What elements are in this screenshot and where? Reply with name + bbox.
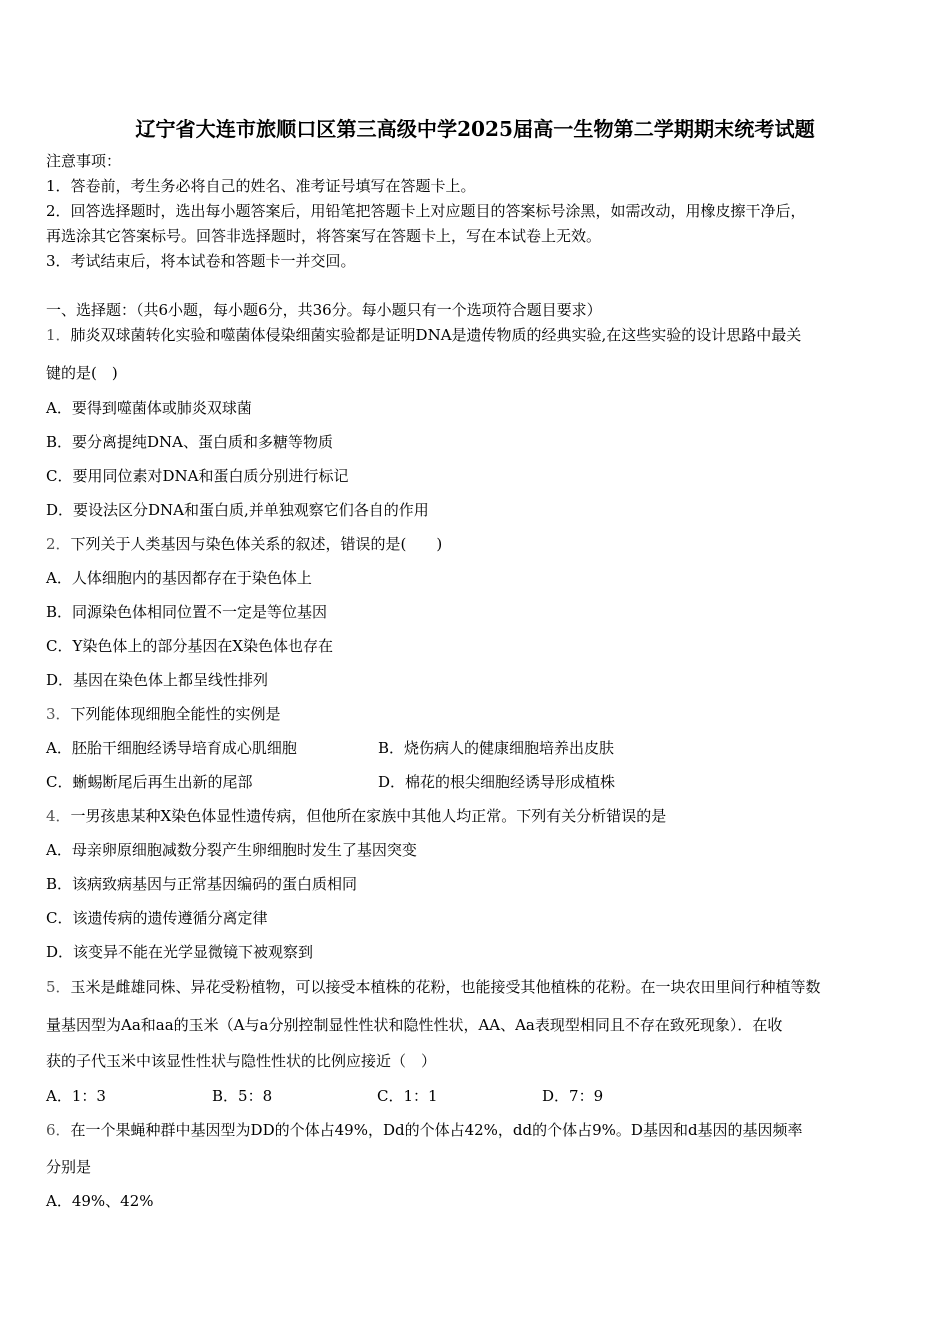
question-6-option-a: A．49%、42% (46, 1192, 154, 1210)
question-3-option-c: C．蜥蜴断尾后再生出新的尾部 (46, 773, 253, 791)
question-5-stem-cont-1: 量基因型为Aa和aa的玉米（A与a分别控制显性性状和隐性性状，AA、Aa表现型相同且不存在致死现象）．在收 (46, 1016, 783, 1034)
question-text: 肺炎双球菌转化实验和噬菌体侵染细菌实验都是证明DNA是遗传物质的经典实验,在这些实验的设计思路中最关 (70, 326, 802, 344)
question-4-stem (46, 806, 666, 826)
question-number: 3． (46, 705, 71, 723)
question-5-options-row (46, 1086, 906, 1106)
notice-item-1: 1．答卷前，考生务必将自己的姓名、准考证号填写在答题卡上。 (46, 177, 476, 195)
question-1-option-d: D．要设法区分DNA和蛋白质,并单独观察它们各自的作用 (46, 501, 429, 519)
question-5-stem (46, 977, 821, 997)
question-number: 1． (46, 326, 71, 344)
question-3-option-b: B．烧伤病人的健康细胞培养出皮肤 (378, 739, 615, 757)
question-number: 4． (46, 807, 71, 825)
question-5-option-d: D．7：9 (542, 1087, 604, 1105)
question-2-option-b: B．同源染色体相同位置不一定是等位基因 (46, 603, 328, 621)
question-4-option-d: D．该变异不能在光学显微镜下被观察到 (46, 943, 314, 961)
question-6-stem (46, 1120, 803, 1140)
question-1-option-b: B．要分离提纯DNA、蛋白质和多糖等物质 (46, 433, 334, 451)
question-2-option-c: C．Y染色体上的部分基因在X染色体也存在 (46, 637, 334, 655)
question-number: 2． (46, 535, 71, 553)
question-6-stem-cont: 分别是 (46, 1158, 92, 1176)
question-3-option-a: A．胚胎干细胞经诱导培育成心肌细胞 (46, 739, 297, 757)
question-5-stem-cont-2: 获的子代玉米中该显性性状与隐性性状的比例应接近（ ） (46, 1052, 437, 1070)
question-text: 在一个果蝇种群中基因型为DD的个体占49%，Dd的个体占42%，dd的个体占9%。D基因和d基因的基因频率 (70, 1121, 803, 1139)
question-5-option-c: C．1：1 (377, 1087, 438, 1105)
question-4-option-b: B．该病致病基因与正常基因编码的蛋白质相同 (46, 875, 358, 893)
question-5-option-a: A．1：3 (46, 1087, 106, 1105)
notice-item-2-cont: 再选涂其它答案标号。回答非选择题时，将答案写在答题卡上，写在本试卷上无效。 (46, 227, 602, 245)
question-4-option-a: A．母亲卵原细胞减数分裂产生卵细胞时发生了基因突变 (46, 841, 417, 859)
question-3-stem (46, 704, 281, 724)
question-3-options-row-2 (46, 772, 906, 792)
question-1-option-c: C．要用同位素对DNA和蛋白质分别进行标记 (46, 467, 349, 485)
question-1-option-a: A．要得到噬菌体或肺炎双球菌 (46, 399, 252, 417)
question-text: 下列关于人类基因与染色体关系的叙述，错误的是( ) (70, 535, 443, 553)
section-header: 一、选择题：（共6小题，每小题6分，共36分。每小题只有一个选项符合题目要求） (46, 301, 602, 319)
question-2-option-d: D．基因在染色体上都呈线性排列 (46, 671, 269, 689)
notice-item-3: 3．考试结束后，将本试卷和答题卡一并交回。 (46, 252, 356, 270)
question-5-option-b: B．5：8 (212, 1087, 273, 1105)
question-4-option-c: C．该遗传病的遗传遵循分离定律 (46, 909, 268, 927)
question-2-stem (46, 534, 442, 554)
notice-heading: 注意事项： (46, 152, 122, 170)
question-3-options-row-1 (46, 738, 906, 758)
exam-title: 辽宁省大连市旅顺口区第三高级中学2025届高一生物第二学期期末统考试题 (135, 117, 815, 141)
question-number: 5． (46, 978, 71, 996)
question-text: 玉米是雌雄同株、异花受粉植物，可以接受本植株的花粉，也能接受其他植株的花粉。在一块农田里间行种植等数 (70, 978, 821, 996)
question-3-option-d: D．棉花的根尖细胞经诱导形成植株 (378, 773, 616, 791)
question-number: 6． (46, 1121, 71, 1139)
question-text: 下列能体现细胞全能性的实例是 (70, 705, 281, 723)
question-text: 一男孩患某种X染色体显性遗传病，但他所在家族中其他人均正常。下列有关分析错误的是 (70, 807, 667, 825)
question-2-option-a: A．人体细胞内的基因都存在于染色体上 (46, 569, 312, 587)
question-1-stem-cont: 键的是( ) (46, 364, 118, 382)
notice-item-2: 2．回答选择题时，选出每小题答案后，用铅笔把答题卡上对应题目的答案标号涂黑，如需改动，用橡皮擦干净后， (46, 202, 806, 220)
question-1-stem (46, 325, 801, 345)
